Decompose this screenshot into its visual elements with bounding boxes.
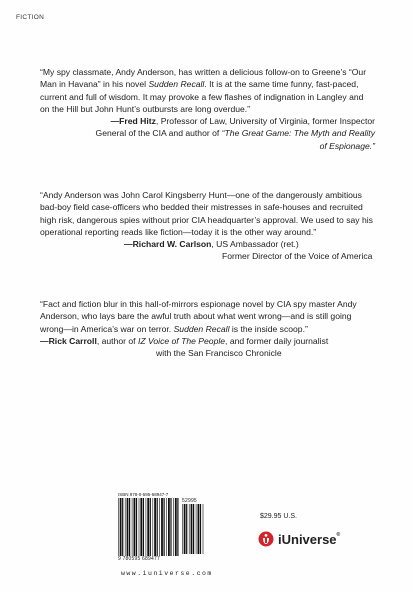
blurb-attribution-line2: Former Director of the Voice of America: [222, 251, 373, 262]
barcode-addon-icon: [182, 504, 204, 554]
barcode-bar: [186, 504, 187, 554]
blurb-attribution: —Fred Hitz, Professor of Law, University of Virginia, former Inspector General of the CIA and author of “The Great Game: The Myth and Reality of Espionage.”: [95, 116, 375, 151]
publisher-logo: [258, 531, 340, 547]
blurb-text: “Fact and fiction blur in this hall-of-mirrors espionage novel by CIA spy master Andy Anderson, who lays bare the awful truth about what went wrong—and is still going wrong—in America’s war on terror. Sudden Recall is the inside scoop.”: [40, 299, 357, 334]
barcode-bar: [140, 498, 142, 556]
barcode-bar: [143, 498, 144, 556]
barcode-main-icon: [118, 498, 179, 556]
barcode-bar: [139, 498, 140, 556]
barcode-bar: [127, 498, 129, 556]
publisher-name: iUniverse®: [278, 531, 341, 547]
barcode-bar: [164, 498, 165, 556]
barcode-bar: [203, 504, 204, 554]
barcode-bar: [191, 504, 193, 554]
publisher-url: www.iuniverse.com: [121, 570, 213, 577]
barcode-bar: [118, 498, 119, 556]
barcode-bar: [193, 504, 194, 554]
barcode-bar: [150, 498, 151, 556]
barcode-bar: [161, 498, 163, 556]
barcode-bar: [170, 498, 171, 556]
blurb-carlson: [40, 189, 375, 263]
isbn-barcode: [118, 492, 204, 562]
blurb-text: “Andy Anderson was John Carol Kingsberry Hunt—one of the dangerously ambitious bad-boy field case-officers who bedded their mistresses in safe-houses and recruited high risk, dangerous spies without prior CIA headquarter’s approval. We used to say his operational reporting reads like fiction—today it is the other way around.”: [40, 190, 373, 237]
barcode-bar: [154, 498, 156, 556]
barcode-bar: [175, 498, 177, 556]
blurb-text: “My spy classmate, Andy Anderson, has written a delicious follow-on to Greene’s “Our Man in Havana” in his novel Sudden Recall. It is at the same time funny, fast-paced, current and full of wisdom. It may provoke a few flashes of indignation in Langley and on the Hill but John Hunt’s outbursts are long overdue.”: [40, 67, 367, 114]
barcode-bar: [146, 498, 147, 556]
barcode-bar: [153, 498, 154, 556]
barcode-bar: [132, 498, 133, 556]
barcode-bar: [182, 504, 183, 554]
barcode-bar: [200, 504, 201, 554]
iuniverse-logo-icon: [258, 531, 274, 547]
barcode-bar: [177, 498, 178, 556]
price-code: 52995: [182, 498, 197, 504]
barcode-bar: [157, 498, 158, 556]
barcode-bar: [134, 498, 136, 556]
isbn-text: ISBN 978-0-595-68947-7: [118, 492, 169, 497]
barcode-bar: [189, 504, 190, 554]
barcode-bar: [168, 498, 170, 556]
blurb-attribution: —Richard W. Carlson, US Ambassador (ret.): [124, 239, 299, 250]
barcode-bar: [122, 498, 123, 556]
price: $29.95 U.S.: [260, 513, 297, 520]
barcode-bar: [136, 498, 137, 556]
barcode-bar: [166, 498, 167, 556]
barcode-number: 9 780595 689477: [118, 556, 160, 562]
barcode-bar: [198, 504, 200, 554]
barcode-bar: [173, 498, 174, 556]
blurb-attribution-line2: with the San Francisco Chronicle: [156, 348, 282, 359]
barcode-bar: [147, 498, 149, 556]
barcode-bar: [196, 504, 197, 554]
blurb-hitz: [40, 66, 375, 152]
barcode-bar: [159, 498, 160, 556]
blurb-carroll: [40, 298, 375, 359]
barcode-bar: [120, 498, 122, 556]
barcode-bar: [184, 504, 186, 554]
barcode-bar: [129, 498, 130, 556]
blurb-attribution: —Rick Carroll, author of IZ Voice of The People, and former daily journalist: [40, 335, 329, 346]
barcode-bar: [125, 498, 126, 556]
genre-label: FICTION: [16, 14, 45, 21]
